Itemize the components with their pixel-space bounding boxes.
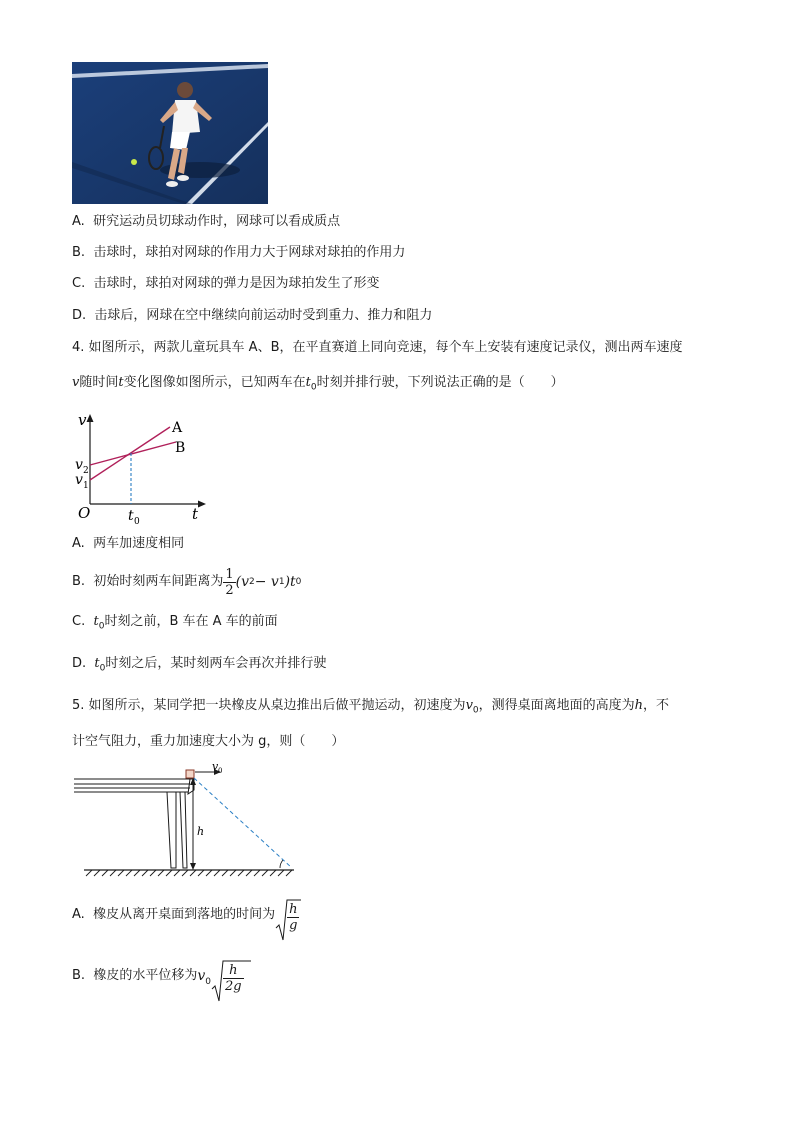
tick-v1-sub: 1	[83, 481, 89, 491]
tick-v2-sub: 2	[83, 466, 89, 476]
axis-v-label: v	[78, 411, 87, 429]
q4-stem-line1: 4. 如图所示，两款儿童玩具车 A、B，在平直赛道上同向竞速，每个车上安装有速度记录仪，测出两车速度	[72, 340, 683, 355]
line-a-label: A	[172, 420, 183, 436]
q4-stem-line2: v随时间t变化图像如图所示，已知两车在$t_0$时刻并排行驶，下列说法正确的是（ ）	[72, 375, 564, 393]
line-b-label: B	[175, 440, 186, 456]
q5-stem-line1: 5. 如图所示，某同学把一块橡皮从桌边推出后做平抛运动，初速度为$v_0$，测得桌面离地面的高度为h，不	[72, 698, 670, 716]
origin-label: O	[78, 504, 91, 522]
tick-v2: v	[75, 457, 83, 473]
q5-stem-line2: 计空气阻力，重力加速度大小为 g，则（ ）	[72, 734, 345, 749]
q3-option-a: A. 研究运动员切球动作时，网球可以看成质点	[72, 214, 341, 229]
tick-v1: v	[75, 472, 83, 488]
q3-option-d: D. 击球后，网球在空中继续向前运动时受到重力、推力和阻力	[72, 308, 433, 323]
q3-option-b: B. 击球时，球拍对网球的作用力大于网球对球拍的作用力	[72, 245, 406, 260]
q4-option-b: B. 初始时刻两车间距离为 $\frac{1}{2}$ (v 2 − v 1 )t 0	[72, 566, 302, 598]
fraction-half: $\frac{1}{2}$	[225, 566, 234, 598]
sqrt-h-over-g: $\frac{h}{g}$	[275, 898, 299, 933]
h-label: h	[197, 825, 205, 838]
q4-option-a: A. 两车加速度相同	[72, 536, 185, 551]
tick-t0: t	[128, 508, 134, 524]
q4-option-d: D. $t_0$时刻之后，某时刻两车会再次并排行驶	[72, 656, 327, 674]
v0-label: v	[212, 760, 219, 773]
q4-vt-graph	[72, 408, 212, 526]
q5-option-a: A. 橡皮从离开桌面到落地的时间为 $\frac{h}{g}$	[72, 892, 299, 938]
tennis-player-photo	[72, 62, 268, 204]
q3-option-c: C. 击球时，球拍对网球的弹力是因为球拍发生了形变	[72, 276, 380, 291]
axis-t-label: t	[192, 505, 199, 523]
q5-table-figure	[72, 760, 297, 878]
sqrt-h-over-2g: $\frac{h}{2g}$	[211, 959, 244, 994]
q5-option-b: B. 橡皮的水平位移为 v $_0$ $\frac{h}{2g}$	[72, 953, 244, 999]
tick-t0-sub: 0	[134, 517, 140, 526]
v0-sub: 0	[218, 767, 223, 775]
q4-option-c: C. $t_0$时刻之前，B 车在 A 车的前面	[72, 614, 278, 632]
